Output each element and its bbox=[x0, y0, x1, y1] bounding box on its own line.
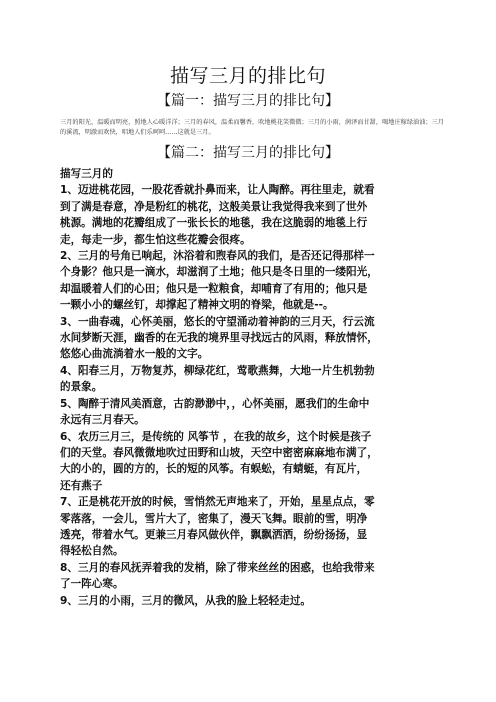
section-2-body bbox=[60, 166, 444, 609]
section-2-heading: 【篇二：描写三月的排比句】 bbox=[157, 145, 339, 161]
list-item-7: 7、正是桃花开放的时候，雪悄然无声地来了，开始，星星点点，零 零落落，一会儿，雪片大了，密集了，漫天飞舞。眼前的雪，明净 透亮，带着水气。更兼三月春风做伙伴，飘飘洒洒，纷纷扬扬，显 得轻松自然。 bbox=[60, 496, 375, 558]
article-title: 描写三月的 bbox=[60, 168, 113, 180]
list-item-1: 1、迈进桃花园，一股花香就扑鼻而来，让人陶醉。再往里走，就看 到了满是春意，净是粉红的桃花，这般美景让我觉得我来到了世外 桃源。满地的花瓣组成了一张长长的地毯，我在这脆弱的地毯上行 走，每走一步，都生怕这些花瓣会很疼。 bbox=[60, 184, 375, 246]
list-item-4: 4、阳春三月，万物复苏，柳绿花红，莺歌燕舞，大地一片生机勃勃 的景象。 bbox=[60, 364, 375, 394]
section-1-paragraph: 三月的阳光，温暖而明亮，照地人心暖洋洋；三月的春风，温柔而馨香，吹地桃花笑微微；三月的小雨，润泽而甘甜，喝地庄稼绿油油；三月的溪流，明澈而欢快，唱地人们乐呵呵……这就是三月。 bbox=[60, 119, 444, 136]
list-item-5: 5、陶醉于清风美酒意，古韵渺渺中，，心怀美丽，愿我们的生命中 永远有三月春天。 bbox=[60, 397, 370, 427]
document-title: 描写三月的排比句 bbox=[169, 65, 326, 87]
list-item-3: 3、一曲春魂，心怀美丽，悠长的守望涌动着神韵的三月天，行云流 水间梦断天涯，幽香的在无我的境界里寻找远古的风雨，释放情怀， 悠悠心曲流淌着水一般的文字。 bbox=[60, 315, 378, 361]
section-1-heading: 【篇一：描写三月的排比句】 bbox=[157, 93, 339, 109]
list-item-6: 6、农历三月三，是传统的 风筝节 ，在我的故乡，这个时候是孩子 们的天堂。春风微微地吹过田野和山坡，天空中密密麻麻地布满了， 大的小的，圆的方的，长的短的风筝。有蜈蚣，有蜻蜓，有瓦片， 还有燕子 bbox=[60, 430, 378, 492]
list-item-8: 8、三月的春风抚弄着我的发梢，除了带来丝丝的困惑，也给我带来 了一阵心寒。 bbox=[60, 561, 375, 591]
list-item-2: 2、三月的号角已响起，沐浴着和煦春风的我们，是否还记得那样一 个身影？他只是一滴水，却滋润了土地；他只是冬日里的一缕阳光， 却温暖着人们的心田；他只是一粒粮食，却哺育了有用的；他只是 一颗小小的螺丝钉，却撑起了精神文明的脊梁，他就是--。 bbox=[60, 250, 378, 312]
list-item-9: 9、三月的小雨，三月的微风，从我的脸上轻轻走过。 bbox=[60, 594, 312, 607]
